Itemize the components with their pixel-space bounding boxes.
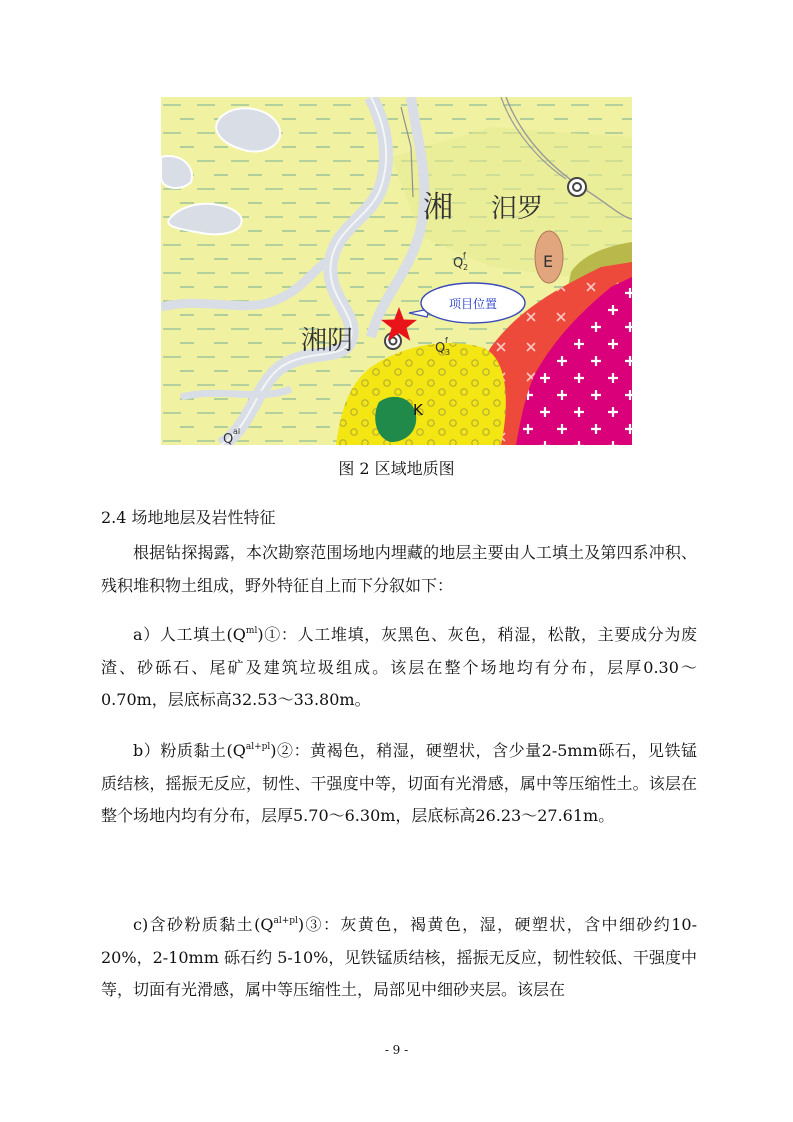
label-q2-sup: f [463, 251, 466, 260]
label-xiangyin: 湘阴 [301, 326, 354, 356]
label-e-unit: E [543, 252, 554, 271]
regional-geology-map [161, 97, 632, 445]
layer-a-prefix: a）人工填土(Q [133, 625, 246, 644]
layer-c-paragraph [101, 909, 697, 1007]
layer-a-text: )①：人工堆填，灰黑色、灰色，稍湿，松散，主要成分为废渣、砂砾石、尾矿及建筑垃圾组成。该层在整个场地均有分布，层厚0.30～0.70m，层底标高32.53～33.80m。 [101, 625, 697, 709]
page-number: - 9 - [384, 1043, 409, 1057]
layer-c-sup: al+pl [273, 916, 298, 926]
map-canvas [161, 97, 632, 445]
miluo-town-symbol [568, 178, 586, 196]
layer-c-prefix: c)含砂粉质黏土(Q [133, 915, 274, 934]
section-heading: 2.4 场地地层及岩性特征 [101, 508, 276, 527]
label-q3: Q [435, 341, 446, 356]
label-ql-sup: al [233, 427, 241, 436]
layer-b-prefix: b）粉质黏土(Q [133, 741, 246, 760]
intro-paragraph [101, 537, 697, 602]
label-q2: Q [453, 256, 464, 271]
label-q3-sup: f [445, 336, 448, 345]
callout-label: 项目位置 [448, 297, 498, 311]
label-k-unit: K [413, 401, 423, 419]
layer-b-sup: al+pl [245, 742, 271, 752]
layer-b-paragraph [101, 735, 697, 833]
layer-a-sup: ml [245, 626, 258, 636]
label-miluo: 汨罗 [491, 194, 544, 224]
figure-caption: 图 2 区域地质图 [338, 459, 455, 478]
label-q3-sub: 3 [445, 348, 451, 357]
layer-c-text: )③：灰黄色，褐黄色，湿，硬塑状，含中细砂约10-20%，2-10mm 砾石约 5-10%，见铁锰质结核，摇振无反应，韧性较低、干强度中等，切面有光滑感，属中等压缩性土，局部见中细砂夹层。该层在 [101, 915, 697, 999]
label-ql: Q [223, 432, 234, 445]
label-q2-sub: 2 [463, 263, 469, 272]
intro-text: 根据钻探揭露，本次勘察范围场地内埋藏的地层主要由人工填土及第四系冲积、残积堆积物土组成，野外特征自上而下分叙如下： [101, 543, 697, 595]
layer-b-text: )②：黄褐色，稍湿，硬塑状，含少量2-5mm砾石，见铁锰质结核，摇振无反应，韧性、干强度中等，切面有光滑感，属中等压缩性土。该层在整个场地内均有分布，层厚5.70～6.30m，层底标高26.23～27.61m。 [101, 741, 697, 825]
label-xiang: 湘 [423, 190, 453, 225]
layer-a-paragraph [101, 619, 697, 717]
